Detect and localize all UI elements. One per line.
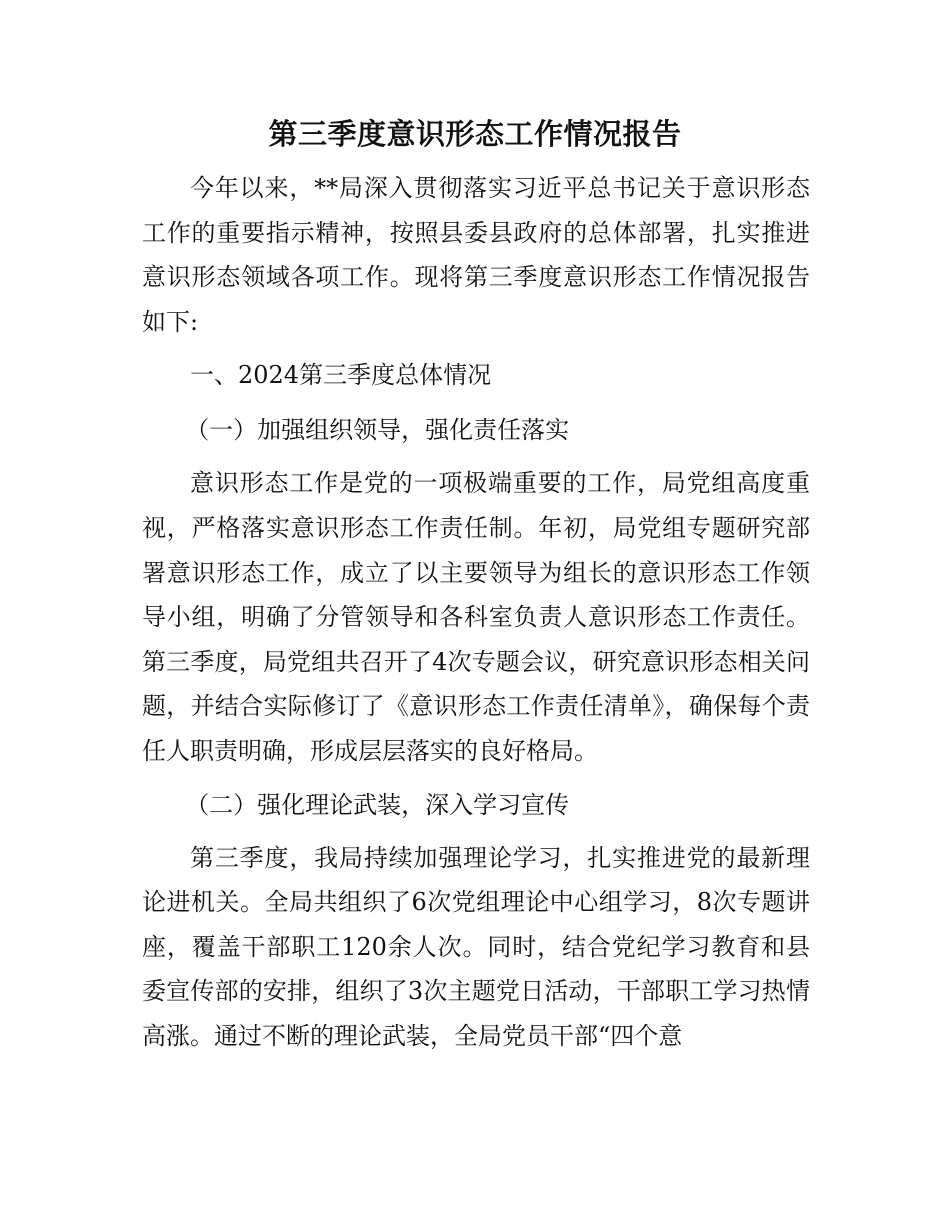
paragraph-intro: 今年以来，**局深入贯彻落实习近平总书记关于意识形态工作的重要指示精神，按照县委县政府的总体部署，扎实推进意识形态领域各项工作。现将第三季度意识形态工作情况报告如下:	[142, 174, 810, 336]
subsection-heading-1: （一）加强组织领导，强化责任落实	[185, 416, 570, 445]
subsection-heading-2: （二）强化理论武装，深入学习宣传	[185, 790, 570, 819]
paragraph-theory-study: 第三季度，我局持续加强理论学习，扎实推进党的最新理论进机关。全局共组织了6次党组理论中心组学习，8次专题讲座，覆盖干部职工120余人次。同时，结合党纪学习教育和县委宣传部的安排，组织了3次主题党日活动，干部职工学习热情高涨。通过不断的理论武装，全局党员干部“四个意	[142, 843, 810, 1050]
document-body	[142, 166, 810, 1066]
document-title: 第三季度意识形态工作情况报告	[268, 117, 682, 151]
section-heading-1: 一、2024第三季度总体情况	[190, 361, 492, 390]
paragraph-organization: 意识形态工作是党的一项极端重要的工作，局党组高度重视，严格落实意识形态工作责任制。年初，局党组专题研究部署意识形态工作，成立了以主要领导为组长的意识形态工作领导小组，明确了分管领导和各科室负责人意识形态工作责任。第三季度，局党组共召开了4次专题会议，研究意识形态相关问题，并结合实际修订了《意识形态工作责任清单》，确保每个责任人职责明确，形成层层落实的良好格局。	[142, 469, 810, 765]
